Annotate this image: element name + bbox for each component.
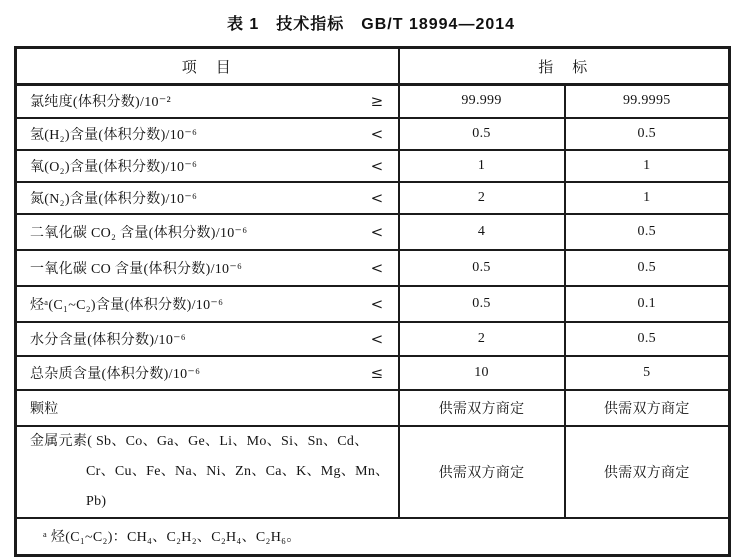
row-item-label: 氯纯度(体积分数)/10⁻² <box>30 95 172 111</box>
table-row <box>16 286 730 322</box>
row-operator: < <box>370 294 384 313</box>
row-item-label: 烃ᵃ(C₁~C₂)含量(体积分数)/10⁻⁶ <box>30 297 224 313</box>
row-value-grade1: 10 <box>399 356 565 390</box>
row-item-label: 颗粒 <box>30 401 59 417</box>
table-row <box>16 85 730 118</box>
table-row <box>16 322 730 356</box>
row-operator: < <box>370 329 384 348</box>
table-footnote-row <box>16 518 730 556</box>
table-row <box>16 390 730 426</box>
row-value-grade2: 1 <box>565 150 730 182</box>
row-operator: ≥ <box>370 92 384 111</box>
row-item-label: 金属元素( Sb、Co、Ga、Ge、Li、Mo、Si、Sn、Cd、 <box>30 433 369 449</box>
row-item-label: 氢(H₂)含量(体积分数)/10⁻⁶ <box>30 127 198 143</box>
row-value-grade2: 0.5 <box>565 322 730 356</box>
table-row <box>16 214 730 250</box>
row-value-grade1: 2 <box>399 322 565 356</box>
row-value-grade1: 1 <box>399 150 565 182</box>
table-row <box>16 182 730 214</box>
row-value-grade2: 0.5 <box>565 118 730 150</box>
table-row <box>16 426 730 518</box>
table-row <box>16 118 730 150</box>
table-header-row <box>16 48 730 85</box>
row-value-grade1: 供需双方商定 <box>399 390 565 426</box>
row-operator: ≤ <box>370 363 384 382</box>
row-value-grade2: 99.9995 <box>565 85 730 118</box>
row-value-grade2: 0.1 <box>565 286 730 322</box>
row-item-label: 氧(O₂)含量(体积分数)/10⁻⁶ <box>30 159 198 175</box>
table-row <box>16 250 730 286</box>
row-operator: < <box>370 124 384 143</box>
row-value-grade2: 供需双方商定 <box>565 390 730 426</box>
row-operator: < <box>370 222 384 241</box>
row-value-grade2: 5 <box>565 356 730 390</box>
row-value-grade2: 0.5 <box>565 214 730 250</box>
row-value-grade1: 0.5 <box>399 286 565 322</box>
row-value-grade1: 0.5 <box>399 118 565 150</box>
row-value-grade1: 4 <box>399 214 565 250</box>
header-item: 项 目 <box>16 48 399 85</box>
row-item-label-line2: Cr、Cu、Fe、Na、Ni、Zn、Ca、K、Mg、Mn、Pb) <box>86 463 390 509</box>
row-operator: < <box>370 188 384 207</box>
row-value-grade2: 1 <box>565 182 730 214</box>
table-footnote: ᵃ 烃(C₁~C₂)：CH₄、C₂H₂、C₂H₄、C₂H₆。 <box>16 518 730 556</box>
page-title: 表 1 技术指标 GB/T 18994—2014 <box>226 16 516 33</box>
row-value-grade1: 供需双方商定 <box>399 426 565 518</box>
row-item-label: 二氧化碳 CO₂ 含量(体积分数)/10⁻⁶ <box>30 225 248 241</box>
row-item-label: 水分含量(体积分数)/10⁻⁶ <box>30 332 186 348</box>
row-item-label: 总杂质含量(体积分数)/10⁻⁶ <box>30 366 201 382</box>
row-value-grade1: 0.5 <box>399 250 565 286</box>
row-operator: < <box>370 258 384 277</box>
row-value-grade1: 2 <box>399 182 565 214</box>
row-value-grade2: 供需双方商定 <box>565 426 730 518</box>
table-row <box>16 150 730 182</box>
header-spec: 指 标 <box>399 48 730 85</box>
row-value-grade1: 99.999 <box>399 85 565 118</box>
spec-table <box>14 46 731 557</box>
row-item-label: 氮(N₂)含量(体积分数)/10⁻⁶ <box>30 191 198 207</box>
row-item-label: 一氧化碳 CO 含量(体积分数)/10⁻⁶ <box>30 261 243 277</box>
row-operator: < <box>370 156 384 175</box>
row-value-grade2: 0.5 <box>565 250 730 286</box>
table-row <box>16 356 730 390</box>
